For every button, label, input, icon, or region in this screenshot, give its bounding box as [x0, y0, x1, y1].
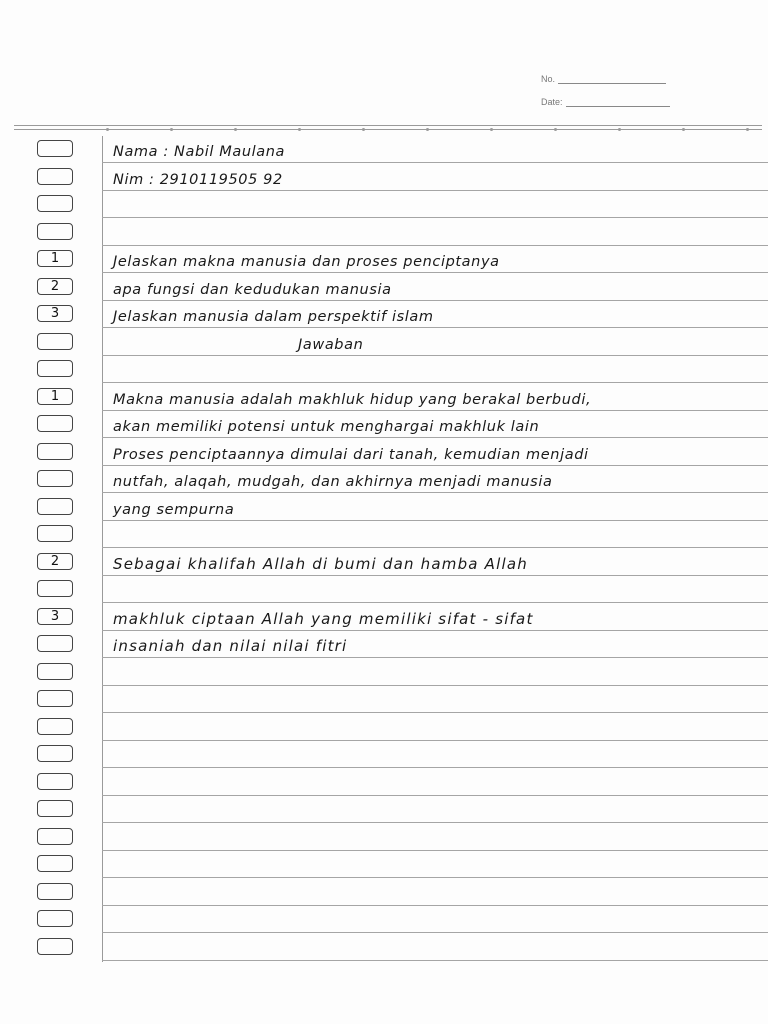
- row-number-box: [37, 938, 73, 955]
- handwritten-line: Jelaskan makna manusia dan proses penciptanya: [113, 254, 500, 270]
- ruler-dot: [170, 128, 173, 131]
- row-number-box: [37, 718, 73, 735]
- line-row: [0, 741, 768, 768]
- row-number-box: [37, 663, 73, 680]
- line-row: [0, 686, 768, 713]
- handwritten-line: Sebagai khalifah Allah di bumi dan hamba Allah: [113, 554, 528, 573]
- ruler-dot: [490, 128, 493, 131]
- line-row: [0, 851, 768, 878]
- ruler-dot: [618, 128, 621, 131]
- handwritten-line: Proses penciptaannya dimulai dari tanah, kemudian menjadi: [113, 446, 589, 463]
- handwritten-line: Nim : 2910119505 92: [113, 171, 283, 188]
- row-number-box: 3: [37, 305, 73, 322]
- line-row: [0, 384, 768, 411]
- row-number-box: [37, 223, 73, 240]
- row-number-box: [37, 828, 73, 845]
- line-row: [0, 659, 768, 686]
- ruler-dot: [682, 128, 685, 131]
- header-no-field: [541, 74, 666, 84]
- date-line: [566, 98, 670, 107]
- row-number-box: [37, 690, 73, 707]
- line-row: [0, 136, 768, 163]
- line-row: [0, 301, 768, 328]
- ruler-dots: [100, 128, 760, 134]
- row-number-box: [37, 415, 73, 432]
- line-row: [0, 879, 768, 906]
- row-number-box: [37, 635, 73, 652]
- line-row: [0, 246, 768, 273]
- line-row: [0, 576, 768, 603]
- row-number-box: [37, 443, 73, 460]
- row-number-box: 1: [37, 250, 73, 267]
- handwritten-line: Jawaban: [298, 336, 364, 353]
- ruler-dot: [234, 128, 237, 131]
- handwritten-line: Nama : Nabil Maulana: [113, 144, 286, 160]
- row-number-box: [37, 580, 73, 597]
- line-row: [0, 796, 768, 823]
- line-row: [0, 191, 768, 218]
- handwritten-line: Jelaskan manusia dalam perspektif islam: [113, 309, 434, 325]
- line-row: [0, 934, 768, 961]
- row-number-box: [37, 333, 73, 350]
- row-number-box: [37, 800, 73, 817]
- date-label: Date:: [541, 97, 563, 107]
- ruled-line: [102, 960, 768, 961]
- line-row: [0, 219, 768, 246]
- ruler-dot: [362, 128, 365, 131]
- top-rule: [14, 125, 762, 126]
- row-number-box: 2: [37, 278, 73, 295]
- no-label: No.: [541, 74, 556, 84]
- row-number-box: 3: [37, 608, 73, 625]
- handwritten-line: akan memiliki potensi untuk menghargai makhluk lain: [113, 419, 540, 435]
- row-number-box: [37, 140, 73, 157]
- row-number-box: [37, 883, 73, 900]
- line-row: [0, 521, 768, 548]
- row-number-box: [37, 360, 73, 377]
- row-number-box: [37, 910, 73, 927]
- line-row: [0, 274, 768, 301]
- row-number-box: [37, 498, 73, 515]
- line-row: [0, 439, 768, 466]
- no-line: [558, 75, 666, 84]
- row-number-box: [37, 525, 73, 542]
- line-row: [0, 466, 768, 493]
- header-date-field: [541, 97, 670, 107]
- row-number-box: 1: [37, 388, 73, 405]
- row-number-box: [37, 855, 73, 872]
- line-row: [0, 769, 768, 796]
- line-row: [0, 494, 768, 521]
- line-row: [0, 549, 768, 576]
- ruler-dot: [746, 128, 749, 131]
- handwritten-line: insaniah dan nilai nilai fitri: [113, 637, 348, 655]
- row-number-box: [37, 745, 73, 762]
- ruler-dot: [426, 128, 429, 131]
- line-row: [0, 604, 768, 631]
- handwritten-line: Makna manusia adalah makhluk hidup yang berakal berbudi,: [113, 391, 592, 408]
- line-row: [0, 356, 768, 383]
- row-number-box: [37, 470, 73, 487]
- handwritten-line: yang sempurna: [113, 501, 235, 518]
- row-number-box: 2: [37, 553, 73, 570]
- ruler-dot: [298, 128, 301, 131]
- handwritten-line: makhluk ciptaan Allah yang memiliki sifat - sifat: [113, 609, 534, 628]
- row-number-box: [37, 168, 73, 185]
- handwritten-line: apa fungsi dan kedudukan manusia: [113, 281, 392, 298]
- line-row: [0, 329, 768, 356]
- line-row: [0, 411, 768, 438]
- line-row: [0, 631, 768, 658]
- line-row: [0, 824, 768, 851]
- ruler-dot: [106, 128, 109, 131]
- row-number-box: [37, 195, 73, 212]
- line-row: [0, 906, 768, 933]
- row-number-box: [37, 773, 73, 790]
- line-row: [0, 164, 768, 191]
- line-row: [0, 714, 768, 741]
- ruler-dot: [554, 128, 557, 131]
- handwritten-line: nutfah, alaqah, mudgah, dan akhirnya menjadi manusia: [113, 474, 553, 490]
